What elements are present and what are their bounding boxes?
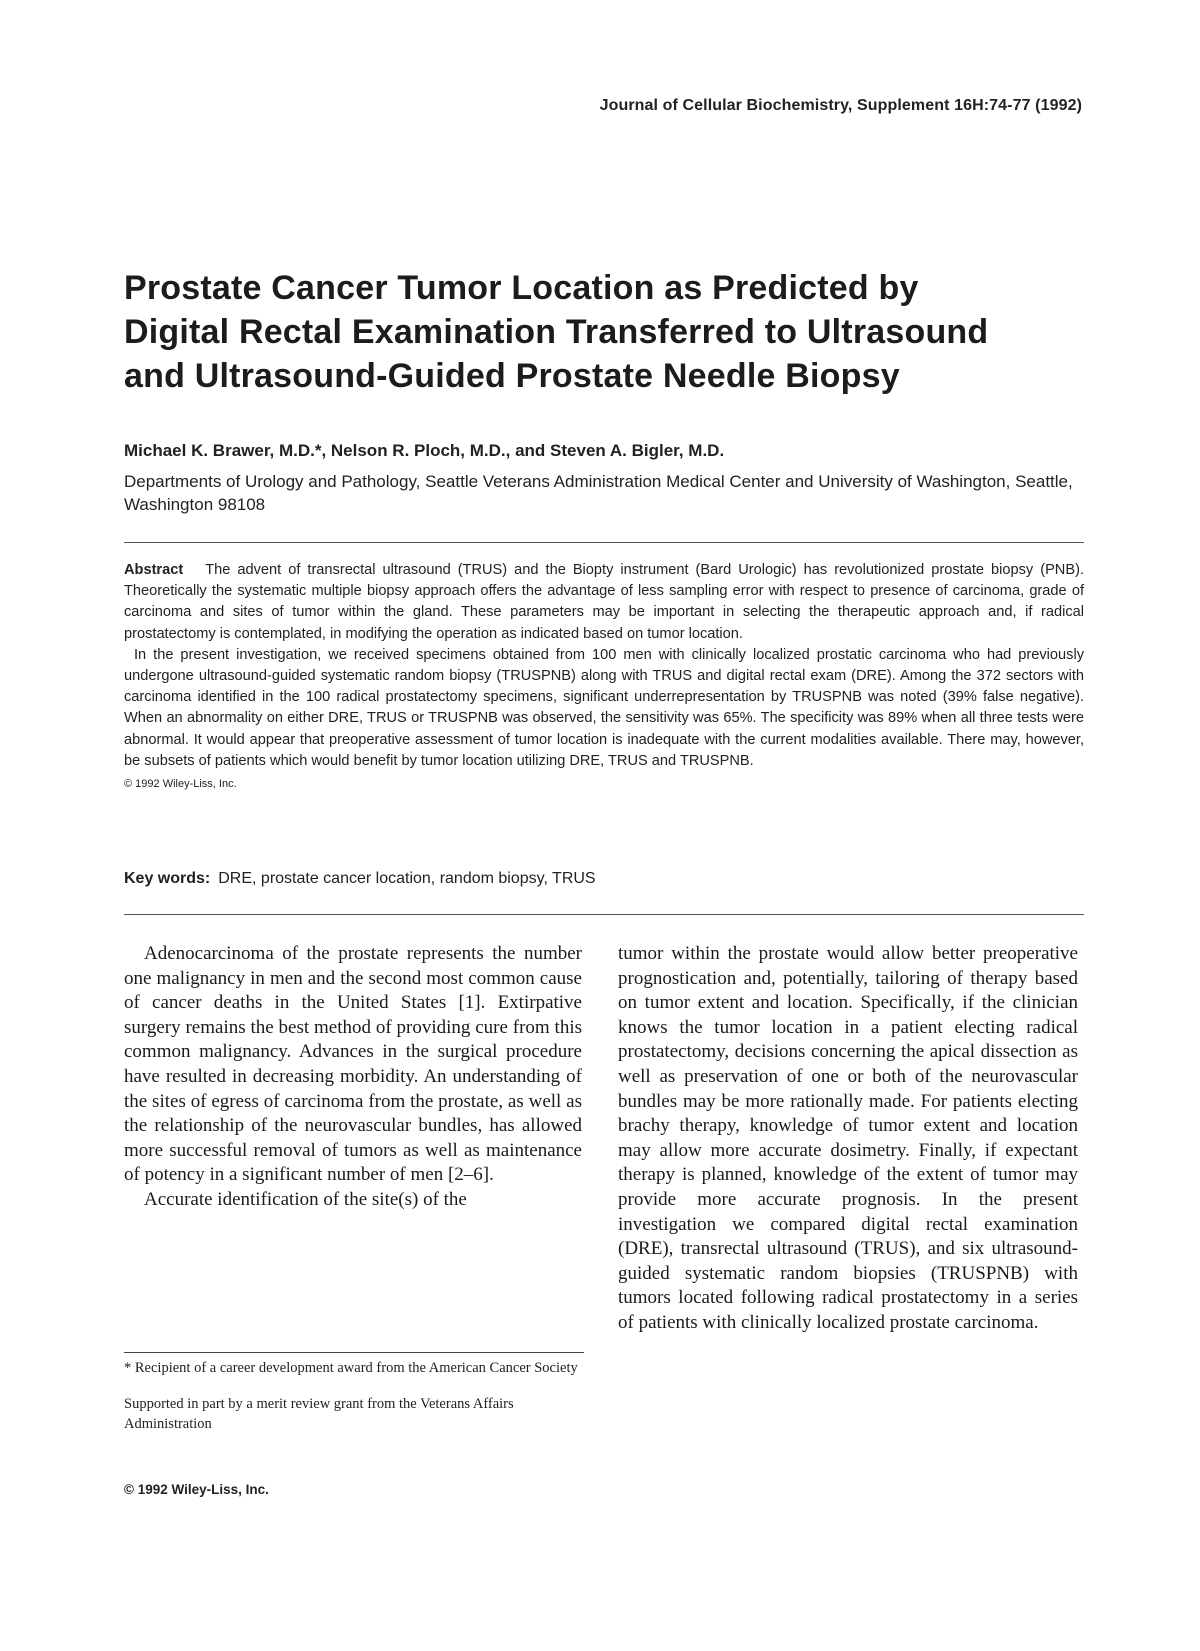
abstract-block: [124, 560, 1084, 794]
body-paragraph-accurate: Accurate identification of the site(s) of the: [144, 1188, 467, 1210]
article-title: [124, 266, 1084, 398]
footer-copyright: © 1992 Wiley-Liss, Inc.: [124, 1482, 269, 1497]
author-affiliation: Departments of Urology and Pathology, Seattle Veterans Administration Medical Center and University of Washington, Seattle, Washington 98108: [124, 472, 1073, 514]
title-line-1: Prostate Cancer Tumor Location as Predicted by: [124, 269, 919, 307]
title-line-2: Digital Rectal Examination Transferred to Ultrasound: [124, 313, 989, 351]
footnotes: [124, 1358, 584, 1450]
abstract-text-1: The advent of transrectal ultrasound (TRUS) and the Biopty instrument (Bard Urologic) has revolutionized prostate biopsy (PNB). Theoretically the systematic multiple biopsy approach offers the advantage of less sampling error with respect to presence of carcinoma, grade of carcinoma and sites of tumor within the gland. These parameters may be important in selecting the therapeutic approach and, if radical prostatectomy is contemplated, in modifying the operation as indicated based on tumor location.: [124, 562, 1084, 642]
abstract-top-rule: [124, 542, 1084, 543]
keywords-text: DRE, prostate cancer location, random biopsy, TRUS: [218, 870, 596, 887]
footnote-career-award: * Recipient of a career development award from the American Cancer Society: [124, 1360, 578, 1376]
body-paragraph-continued: tumor within the prostate would allow better preoperative prognostication and, potentially, tailoring of therapy based on tumor extent and location. Specifically, if the clinician knows the tumor location in a patient electing radical prostatectomy, decisions concerning the apical dissection as well as preservation of one or both of the neurovascular bundles may be more rationally made. For patients electing brachy therapy, knowledge of tumor extent and location may allow more accurate dosimetry. Finally, if expectant therapy is planned, knowledge of the extent of tumor may provide more accurate prognosis. In the present investigation we compared digital rectal examination (DRE), transrectal ultrasound (TRUS), and six ultrasound-guided systematic random biopsies (TRUSPNB) with tumors located following radical prostatectomy in a series of patients with clinically localized prostate carcinoma.: [618, 943, 1078, 1333]
abstract-paragraph-2: In the present investigation, we received specimens obtained from 100 men with clinically localized prostatic carcinoma who had previously undergone ultrasound-guided systematic random biopsy (TRUSPNB) along with TRUS and digital rectal exam (DRE). Among the 372 sectors with carcinoma identified in the 100 radical prostatectomy specimens, significant underrepresentation by TRUSPNB was noted (39% false negative). When an abnormality on either DRE, TRUS or TRUSPNB was observed, the sensitivity was 65%. The specificity was 89% when all three tests were abnormal. It would appear that preoperative assessment of tumor location is inadequate with the current modalities available. There may, however, be subsets of patients which would benefit by tumor location utilizing DRE, TRUS and TRUSPNB.: [124, 646, 1084, 769]
abstract-copyright: © 1992 Wiley-Liss, Inc.: [124, 778, 237, 791]
body-paragraph-intro: Adenocarcinoma of the prostate represents the number one malignancy in men and the second most common cause of cancer deaths in the United States [1]. Extirpative surgery remains the best method of providing cure from this common malignancy. Advances in the surgical procedure have resulted in decreasing morbidity. An understanding of the sites of egress of carcinoma from the prostate, as well as the relationship of the neurovascular bundles, has allowed more successful removal of tumors as well as maintenance of potency in a significant number of men [2–6].: [124, 943, 582, 1186]
footnote-rule: [124, 1352, 584, 1353]
journal-running-header: Journal of Cellular Biochemistry, Supplement 16H:74-77 (1992): [599, 97, 1082, 114]
author-list: Michael K. Brawer, M.D.*, Nelson R. Ploch, M.D., and Steven A. Bigler, M.D.: [124, 441, 725, 460]
body-column-left: [124, 942, 582, 1213]
body-column-right: [618, 942, 1078, 1336]
keywords-label: Key words:: [124, 870, 211, 887]
abstract-paragraph-1: [124, 560, 1084, 645]
abstract-label: Abstract: [124, 562, 184, 578]
abstract-bottom-rule: [124, 914, 1084, 915]
title-line-3: and Ultrasound-Guided Prostate Needle Biopsy: [124, 357, 900, 395]
keywords-line: [124, 870, 596, 888]
footnote-merit-grant: Supported in part by a merit review grant from the Veterans Affairs Administration: [124, 1396, 514, 1432]
